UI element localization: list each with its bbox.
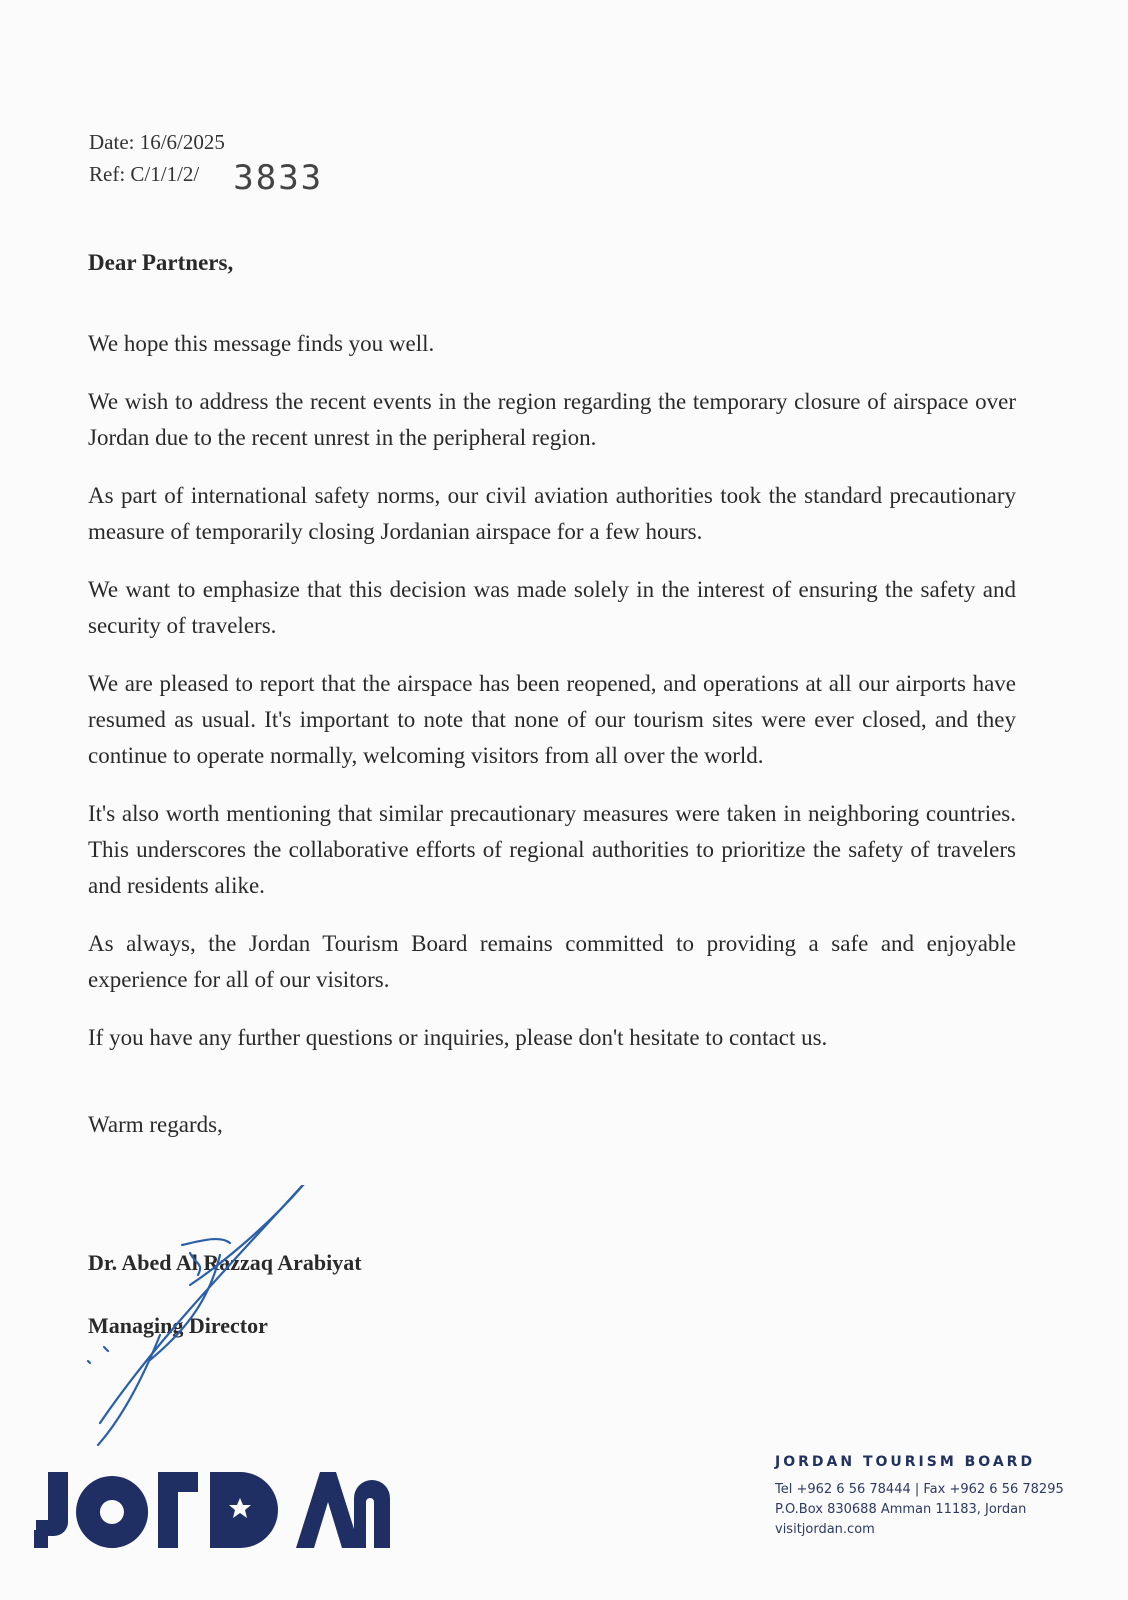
paragraph: If you have any further questions or inquiries, please don't hesitate to contact us. <box>88 1025 828 1050</box>
board-phone-fax: Tel +962 6 56 78444 | Fax +962 6 56 78295 <box>775 1482 1064 1497</box>
closing: Warm regards, <box>88 1112 223 1137</box>
jordan-logo <box>34 1472 390 1548</box>
handwritten-signature <box>70 1185 350 1475</box>
letter-meta <box>89 128 324 198</box>
letter-date: Date: 16/6/2025 <box>89 130 225 154</box>
salutation: Dear Partners, <box>88 250 234 275</box>
letter-body <box>88 326 1016 1078</box>
paragraph: We wish to address the recent events in the region regarding the temporary closure of airspace over Jordan due to the recent unrest in the peripheral region. <box>88 389 1016 450</box>
board-address: P.O.Box 830688 Amman 11183, Jordan <box>775 1502 1027 1517</box>
signer-title: Managing Director <box>88 1313 268 1338</box>
paragraph: We hope this message finds you well. <box>88 331 435 356</box>
paragraph: It's also worth mentioning that similar precautionary measures were taken in neighboring countries. This underscores the collaborative efforts of regional authorities to prioritize the safety of travelers and residents alike. <box>88 801 1016 898</box>
paragraph: As part of international safety norms, our civil aviation authorities took the standard precautionary measure of temporarily closing Jordanian airspace for a few hours. <box>88 483 1016 544</box>
board-website[interactable]: visitjordan.com <box>775 1522 875 1537</box>
paragraph: We are pleased to report that the airspace has been reopened, and operations at all our airports have resumed as usual. It's important to note that none of our tourism sites were ever closed, and they continue to operate normally, welcoming visitors from all over the world. <box>88 671 1016 768</box>
tourism-board-contact <box>775 1454 1064 1540</box>
board-name: JORDAN TOURISM BOARD <box>775 1454 1036 1470</box>
paragraph: As always, the Jordan Tourism Board remains committed to providing a safe and enjoyable experience for all of our visitors. <box>88 931 1016 992</box>
paragraph: We want to emphasize that this decision was made solely in the interest of ensuring the safety and security of travelers. <box>88 577 1016 638</box>
ref-number-stamp: 3833 <box>233 158 324 198</box>
signer-name: Dr. Abed Al Razzaq Arabiyat <box>88 1250 362 1275</box>
letter-ref: Ref: C/1/1/2/ <box>89 162 200 186</box>
